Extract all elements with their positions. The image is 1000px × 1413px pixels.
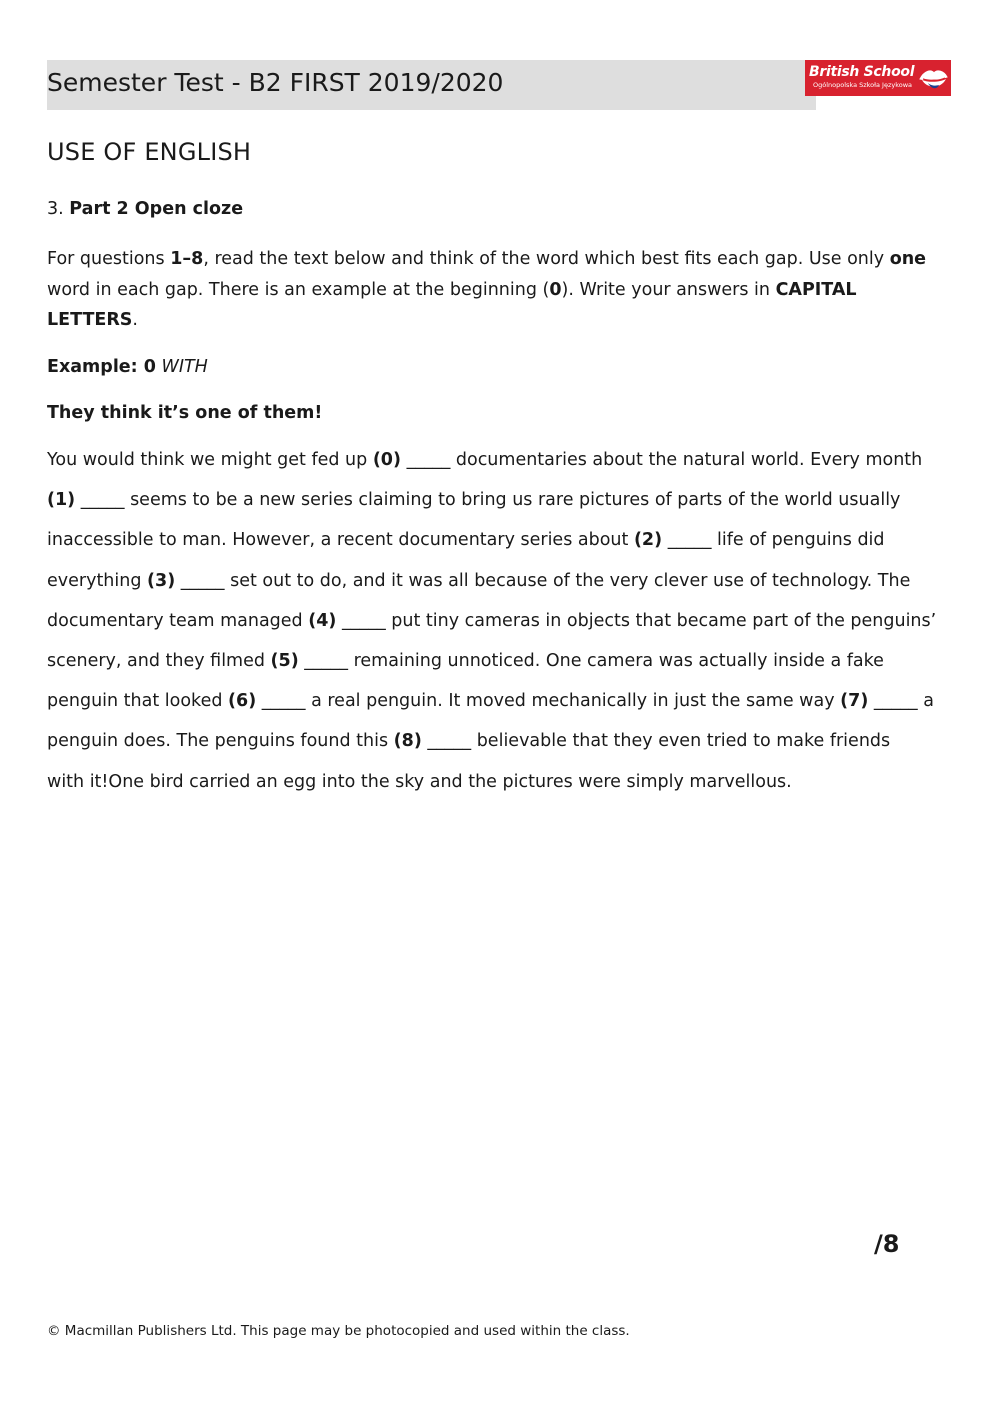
passage-line: with it!One bird carried an egg into the sky and the pictures were simply marvellous. <box>47 771 792 792</box>
passage-line: You would think we might get fed up (0) _____ documentaries about the natural world. Every month <box>47 450 923 470</box>
gap-8: (8) <box>393 731 422 752</box>
section-title: USE OF ENGLISH <box>47 138 252 166</box>
part-title: 3. Part 2 Open cloze <box>47 199 244 219</box>
text-title: They think it’s one of them! <box>47 403 323 423</box>
gap-1: (1) <box>47 490 76 511</box>
part-number: 3 <box>47 199 59 219</box>
passage-line: inaccessible to man. However, a recent documentary series about (2) _____ life of penguins did <box>47 530 885 551</box>
gap-4: (4) <box>308 610 337 631</box>
logo-text: British School <box>809 64 915 80</box>
passage-line: (1) _____ seems to be a new series claiming to bring us rare pictures of parts of the world usually <box>47 490 901 511</box>
gap-7: (7) <box>840 691 869 712</box>
gap-2: (2) <box>633 530 663 551</box>
example-label: Example: 0 <box>47 357 156 377</box>
cloze-passage <box>47 440 957 802</box>
score-total: /8 <box>874 1230 900 1258</box>
passage-line: documentary team managed (4) _____ put tiny cameras in objects that became part of the penguins’ <box>47 610 937 631</box>
gap-3: (3) <box>147 570 176 591</box>
passage-line: everything (3) _____ set out to do, and it was all because of the very clever use of technology. The <box>47 570 911 591</box>
gap-5: (5) <box>270 651 299 672</box>
example-answer: WITH <box>161 357 208 377</box>
passage-line: scenery, and they filmed (5) _____ remaining unnoticed. One camera was actually inside a fake <box>47 651 884 672</box>
page-title: Semester Test - B2 FIRST 2019/2020 <box>47 68 504 97</box>
example-line <box>47 355 208 379</box>
logo-subtext: Ogólnopolska Szkoła Językowa <box>813 81 913 89</box>
instructions: For questions 1–8, read the text below and think of the word which best fits each gap. Use only one word in each gap. There is an example at the beginning (0). Write your answers in CAPITAL LETTERS. <box>47 249 927 330</box>
gap-0: (0) <box>372 450 401 470</box>
british-school-logo <box>805 60 951 96</box>
copyright-footer: © Macmillan Publishers Ltd. This page may be photocopied and used within the class. <box>47 1323 630 1339</box>
part-heading: Part 2 Open cloze <box>69 199 244 219</box>
passage-line: penguin does. The penguins found this (8) _____ believable that they even tried to make friends <box>47 731 891 752</box>
gap-6: (6) <box>228 691 257 712</box>
lips-logo-icon <box>917 62 949 94</box>
passage-line: penguin that looked (6) _____ a real penguin. It moved mechanically in just the same way (7) _____ a <box>47 691 934 712</box>
